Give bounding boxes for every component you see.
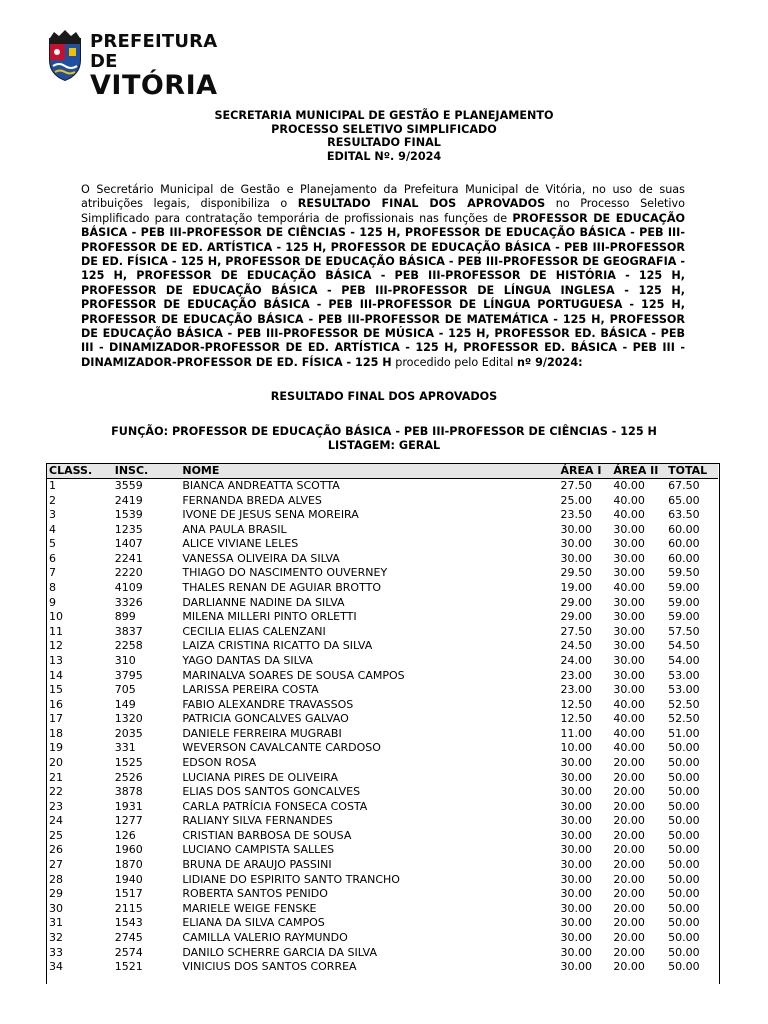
cell-nome: RALIANY SILVA FERNANDES <box>182 814 333 828</box>
cell-nome: LARISSA PEREIRA COSTA <box>182 683 319 697</box>
cell-area-1: 12.50 <box>560 712 593 726</box>
table-row <box>47 800 718 815</box>
cell-nome: ELIAS DOS SANTOS GONCALVES <box>182 785 361 799</box>
intro-text-3: procedido pelo Edital <box>391 355 517 369</box>
cell-class: 19 <box>49 741 63 755</box>
cell-insc: 4109 <box>114 581 143 595</box>
cell-insc: 1277 <box>114 814 143 828</box>
cell-class: 12 <box>49 639 63 653</box>
cell-class: 9 <box>49 595 56 609</box>
table-row <box>47 610 718 625</box>
heading-processo: PROCESSO SELETIVO SIMPLIFICADO <box>271 122 497 136</box>
cell-insc: 1320 <box>114 712 143 726</box>
table-row <box>47 814 718 829</box>
cell-area-2: 30.00 <box>613 653 645 667</box>
cell-area-2: 20.00 <box>613 755 645 769</box>
cell-total: 60.00 <box>668 522 700 536</box>
cell-insc: 1960 <box>114 843 143 857</box>
cell-area-1: 25.00 <box>560 493 593 507</box>
header-insc: INSC. <box>113 464 181 479</box>
heading-resultado: RESULTADO FINAL <box>327 136 441 149</box>
cell-nome: CECILIA ELIAS CALENZANI <box>182 624 326 638</box>
cell-area-1: 30.00 <box>560 930 593 944</box>
cell-area-2: 40.00 <box>613 493 645 507</box>
intro-bold-3: nº 9/2024: <box>516 355 583 369</box>
funcao-block <box>0 425 768 452</box>
cell-area-2: 30.00 <box>613 522 645 536</box>
cell-insc: 2241 <box>114 551 143 565</box>
cell-insc: 3795 <box>114 668 143 682</box>
cell-area-2: 20.00 <box>613 770 645 784</box>
cell-nome: DANILO SCHERRE GARCIA DA SILVA <box>182 945 378 959</box>
cell-insc: 3559 <box>114 479 143 492</box>
cell-insc: 1235 <box>114 522 143 536</box>
cell-area-1: 30.00 <box>560 799 593 813</box>
cell-insc: 2115 <box>114 901 143 915</box>
cell-insc: 2035 <box>114 726 143 740</box>
cell-area-2: 20.00 <box>613 814 645 828</box>
table-row <box>47 566 718 581</box>
cell-insc: 3837 <box>114 624 143 638</box>
cell-total: 52.50 <box>668 697 700 711</box>
cell-nome: ANA PAULA BRASIL <box>182 522 287 536</box>
intro-text-2: no Processo Seletivo Simplificado para contratação temporária de profissionais nas funções de <box>81 197 686 225</box>
cell-area-2: 40.00 <box>613 712 645 726</box>
cell-area-2: 20.00 <box>613 872 645 886</box>
cell-total: 50.00 <box>668 814 700 828</box>
cell-insc: 1940 <box>114 872 143 886</box>
cell-area-1: 30.00 <box>560 814 593 828</box>
cell-insc: 3326 <box>114 595 143 609</box>
cell-class: 24 <box>49 814 63 828</box>
cell-area-2: 20.00 <box>613 785 645 799</box>
cell-area-1: 30.00 <box>560 551 593 565</box>
cell-area-1: 30.00 <box>560 887 593 901</box>
table-row <box>47 931 718 946</box>
intro-text-1: O Secretário Municipal de Gestão e Planejamento da Prefeitura Municipal de Vitória, no uso de suas atribuições legais, disponibiliza o <box>81 183 685 211</box>
cell-area-2: 20.00 <box>613 887 645 901</box>
cell-area-1: 29.50 <box>560 566 593 580</box>
cell-total: 50.00 <box>668 960 700 974</box>
cell-class: 20 <box>49 755 63 769</box>
cell-total: 50.00 <box>668 828 700 842</box>
cell-area-1: 24.00 <box>560 653 593 667</box>
header-class: CLASS. <box>47 464 113 479</box>
cell-area-2: 30.00 <box>613 624 645 638</box>
cell-area-1: 30.00 <box>560 785 593 799</box>
cell-area-2: 20.00 <box>613 843 645 857</box>
cell-area-2: 30.00 <box>613 566 645 580</box>
cell-area-1: 30.00 <box>560 872 593 886</box>
result-title: RESULTADO FINAL DOS APROVADOS <box>270 390 498 403</box>
listagem-title: LISTAGEM: GERAL <box>327 438 441 452</box>
cell-insc: 1870 <box>114 858 143 872</box>
table-row <box>47 829 718 844</box>
cell-nome: FERNANDA BREDA ALVES <box>182 493 322 507</box>
cell-nome: ALICE VIVIANE LELES <box>182 537 299 551</box>
cell-class: 3 <box>49 508 56 522</box>
cell-total: 50.00 <box>668 755 700 769</box>
cell-area-1: 30.00 <box>560 843 593 857</box>
cell-area-2: 20.00 <box>613 960 645 974</box>
cell-insc: 705 <box>114 683 136 697</box>
table-row <box>47 552 718 567</box>
cell-area-2: 20.00 <box>613 930 645 944</box>
cell-insc: 310 <box>114 653 136 667</box>
cell-area-1: 30.00 <box>560 755 593 769</box>
cell-total: 50.00 <box>668 872 700 886</box>
cell-area-2: 30.00 <box>613 639 645 653</box>
cell-total: 50.00 <box>668 741 700 755</box>
cell-nome: LAIZA CRISTINA RICATTO DA SILVA <box>182 639 373 653</box>
cell-total: 51.00 <box>668 726 700 740</box>
cell-area-1: 23.50 <box>560 508 593 522</box>
table-row <box>47 698 718 713</box>
cell-class: 28 <box>49 872 63 886</box>
cell-insc: 2220 <box>114 566 143 580</box>
table-row <box>47 596 718 611</box>
cell-total: 50.00 <box>668 770 700 784</box>
cell-area-1: 29.00 <box>560 595 593 609</box>
cell-area-2: 20.00 <box>613 858 645 872</box>
cell-total: 50.00 <box>668 785 700 799</box>
logo-line2: VITÓRIA <box>90 70 218 101</box>
table-row <box>47 858 718 873</box>
cell-nome: FABIO ALEXANDRE TRAVASSOS <box>182 697 354 711</box>
cell-class: 6 <box>49 551 56 565</box>
cell-nome: ROBERTA SANTOS PENIDO <box>182 887 328 901</box>
table-row <box>47 916 718 931</box>
table-row <box>47 494 718 509</box>
cell-total: 53.00 <box>668 668 700 682</box>
cell-insc: 2526 <box>114 770 143 784</box>
cell-area-1: 30.00 <box>560 960 593 974</box>
cell-class: 10 <box>49 610 63 624</box>
cell-class: 25 <box>49 828 63 842</box>
table-row <box>47 537 718 552</box>
cell-insc: 149 <box>114 697 136 711</box>
cell-class: 22 <box>49 785 63 799</box>
cell-class: 8 <box>49 581 56 595</box>
logo-wordmark <box>90 32 224 100</box>
cell-total: 53.00 <box>668 683 700 697</box>
cell-insc: 126 <box>114 828 136 842</box>
cell-area-1: 24.50 <box>560 639 593 653</box>
cell-total: 52.50 <box>668 712 700 726</box>
cell-nome: MARIELE WEIGE FENSKE <box>182 901 317 915</box>
cell-class: 11 <box>49 624 63 638</box>
table-row <box>47 873 718 888</box>
cell-insc: 1407 <box>114 537 143 551</box>
table-row <box>47 523 718 538</box>
cell-nome: YAGO DANTAS DA SILVA <box>182 653 313 667</box>
cell-total: 59.00 <box>668 581 700 595</box>
cell-area-1: 30.00 <box>560 858 593 872</box>
table-row <box>47 683 718 698</box>
vitoria-coat-of-arms-icon <box>44 30 86 82</box>
cell-total: 57.50 <box>668 624 700 638</box>
cell-nome: CRISTIAN BARBOSA DE SOUSA <box>182 828 352 842</box>
cell-total: 60.00 <box>668 537 700 551</box>
cell-class: 26 <box>49 843 63 857</box>
cell-insc: 2574 <box>114 945 143 959</box>
cell-total: 54.00 <box>668 653 700 667</box>
cell-class: 29 <box>49 887 63 901</box>
cell-total: 65.00 <box>668 493 700 507</box>
cell-insc: 2419 <box>114 493 143 507</box>
cell-area-2: 30.00 <box>613 595 645 609</box>
cell-area-1: 19.00 <box>560 581 593 595</box>
table-row <box>47 669 718 684</box>
cell-area-2: 40.00 <box>613 741 645 755</box>
cell-nome: VINICIUS DOS SANTOS CORREA <box>182 960 357 974</box>
cell-class: 32 <box>49 930 63 944</box>
cell-nome: BRUNA DE ARAUJO PASSINI <box>182 858 332 872</box>
cell-insc: 1525 <box>114 755 143 769</box>
cell-class: 21 <box>49 770 63 784</box>
cell-nome: PATRICIA GONCALVES GALVAO <box>182 712 349 726</box>
table-body <box>47 479 718 975</box>
table-row <box>47 756 718 771</box>
funcao-title: FUNÇÃO: PROFESSOR DE EDUCAÇÃO BÁSICA - PEB III-PROFESSOR DE CIÊNCIAS - 125 H <box>111 425 657 438</box>
table-row <box>47 654 718 669</box>
heading-secretaria: SECRETARIA MUNICIPAL DE GESTÃO E PLANEJAMENTO <box>214 109 554 122</box>
table-row <box>47 741 718 756</box>
cell-area-1: 23.00 <box>560 683 593 697</box>
cell-nome: BIANCA ANDREATTA SCOTTA <box>182 479 340 492</box>
header-total: TOTAL <box>666 464 718 479</box>
cell-class: 1 <box>49 479 56 492</box>
cell-class: 2 <box>49 493 56 507</box>
cell-area-1: 10.00 <box>560 741 593 755</box>
cell-area-1: 12.50 <box>560 697 593 711</box>
cell-area-1: 27.50 <box>560 479 593 492</box>
cell-insc: 1539 <box>114 508 143 522</box>
cell-nome: THIAGO DO NASCIMENTO OUVERNEY <box>182 566 388 580</box>
cell-class: 17 <box>49 712 63 726</box>
cell-total: 63.50 <box>668 508 700 522</box>
cell-class: 18 <box>49 726 63 740</box>
table-row <box>47 785 718 800</box>
cell-nome: IVONE DE JESUS SENA MOREIRA <box>182 508 359 522</box>
cell-insc: 331 <box>114 741 136 755</box>
cell-total: 60.00 <box>668 551 700 565</box>
header-nome: NOME <box>180 464 558 479</box>
intro-paragraph <box>81 183 685 370</box>
cell-class: 7 <box>49 566 56 580</box>
cell-area-2: 20.00 <box>613 828 645 842</box>
cell-nome: WEVERSON CAVALCANTE CARDOSO <box>182 741 381 755</box>
cell-area-2: 40.00 <box>613 697 645 711</box>
cell-area-1: 27.50 <box>560 624 593 638</box>
prefeitura-logo <box>44 30 224 101</box>
cell-area-1: 30.00 <box>560 945 593 959</box>
cell-class: 5 <box>49 537 56 551</box>
cell-class: 34 <box>49 960 63 974</box>
cell-area-2: 30.00 <box>613 551 645 565</box>
cell-class: 14 <box>49 668 63 682</box>
table-row <box>47 887 718 902</box>
cell-area-1: 30.00 <box>560 828 593 842</box>
table-row <box>47 727 718 742</box>
cell-area-2: 40.00 <box>613 508 645 522</box>
cell-nome: LUCIANO CAMPISTA SALLES <box>182 843 335 857</box>
cell-nome: MILENA MILLERI PINTO ORLETTI <box>182 610 357 624</box>
cell-nome: MARINALVA SOARES DE SOUSA CAMPOS <box>182 668 405 682</box>
cell-total: 59.00 <box>668 610 700 624</box>
header-area-1: ÁREA I <box>559 464 612 479</box>
cell-area-1: 11.00 <box>560 726 593 740</box>
table-row <box>47 508 718 523</box>
intro-bold-1: RESULTADO FINAL DOS APROVADOS <box>297 197 546 211</box>
cell-area-1: 30.00 <box>560 522 593 536</box>
cell-total: 50.00 <box>668 945 700 959</box>
table-row <box>47 960 718 975</box>
cell-total: 67.50 <box>668 479 700 492</box>
cell-class: 16 <box>49 697 63 711</box>
cell-area-1: 30.00 <box>560 916 593 930</box>
table-row <box>47 946 718 961</box>
cell-nome: ELIANA DA SILVA CAMPOS <box>182 916 325 930</box>
cell-class: 23 <box>49 799 63 813</box>
table-row <box>47 771 718 786</box>
cell-area-2: 20.00 <box>613 945 645 959</box>
cell-nome: LUCIANA PIRES DE OLIVEIRA <box>182 770 339 784</box>
cell-class: 30 <box>49 901 63 915</box>
intro-bold-2: PROFESSOR DE EDUCAÇÃO BÁSICA - PEB III-PROFESSOR DE CIÊNCIAS - 125 H, PROFESSOR DE EDUCAÇÃO BÁSICA - PEB III-PROFESSOR DE ED. ARTÍSTICA - 125 H, PROFESSOR DE EDUCAÇÃO BÁSICA - PEB III-PROFESSOR DE ED. FÍSICA - 125 H, PROFESSOR DE EDUCAÇÃO BÁSICA - PEB III-PROFESSOR DE GEOGRAFIA - 125 H, PROFESSOR DE EDUCAÇÃO BÁSICA - PEB III-PROFESSOR DE HISTÓRIA - 125 H, PROFESSOR DE EDUCAÇÃO BÁSICA - PEB III-PROFESSOR DE LÍNGUA INGLESA - 125 H, PROFESSOR DE EDUCAÇÃO BÁSICA - PEB III-PROFESSOR DE LÍNGUA PORTUGUESA - 125 H, PROFESSOR DE EDUCAÇÃO BÁSICA - PEB III-PROFESSOR DE MATEMÁTICA - 125 H, PROFESSOR DE EDUCAÇÃO BÁSICA - PEB III-PROFESSOR DE MÚSICA - 125 H, PROFESSOR ED. BÁSICA - PEB III - DINAMIZADOR-PROFESSOR DE ED. ARTÍSTICA - 125 H, PROFESSOR ED. BÁSICA - PEB III - DINAMIZADOR-PROFESSOR DE ED. FÍSICA - 125 H <box>81 211 685 369</box>
cell-insc: 2745 <box>114 930 143 944</box>
cell-nome: VANESSA OLIVEIRA DA SILVA <box>182 551 340 565</box>
cell-total: 50.00 <box>668 916 700 930</box>
table-row <box>47 639 718 654</box>
cell-area-1: 30.00 <box>560 770 593 784</box>
logo-line1: PREFEITURA DE <box>90 31 218 72</box>
cell-nome: CARLA PATRÍCIA FONSECA COSTA <box>182 799 368 813</box>
cell-total: 50.00 <box>668 901 700 915</box>
heading-edital: EDITAL Nº. 9/2024 <box>326 149 442 163</box>
cell-nome: THALES RENAN DE AGUIAR BROTTO <box>182 581 381 595</box>
cell-class: 27 <box>49 858 63 872</box>
cell-area-2: 30.00 <box>613 668 645 682</box>
cell-area-2: 20.00 <box>613 916 645 930</box>
document-heading <box>0 109 768 163</box>
cell-insc: 1543 <box>114 916 143 930</box>
header-area-2: ÁREA II <box>611 464 666 479</box>
cell-total: 50.00 <box>668 843 700 857</box>
cell-insc: 1517 <box>114 887 143 901</box>
cell-total: 50.00 <box>668 858 700 872</box>
cell-area-2: 30.00 <box>613 610 645 624</box>
results-table <box>47 464 718 975</box>
cell-insc: 3878 <box>114 785 143 799</box>
table-row <box>47 479 718 494</box>
cell-insc: 899 <box>114 610 136 624</box>
cell-total: 50.00 <box>668 887 700 901</box>
table-row <box>47 843 718 858</box>
cell-area-1: 23.00 <box>560 668 593 682</box>
cell-area-2: 30.00 <box>613 683 645 697</box>
cell-nome: LIDIANE DO ESPIRITO SANTO TRANCHO <box>182 872 400 886</box>
cell-area-2: 20.00 <box>613 799 645 813</box>
cell-class: 15 <box>49 683 63 697</box>
table-header-row <box>47 464 718 479</box>
table-row <box>47 581 718 596</box>
cell-area-2: 40.00 <box>613 479 645 492</box>
cell-area-1: 29.00 <box>560 610 593 624</box>
table-row <box>47 902 718 917</box>
cell-insc: 1931 <box>114 799 143 813</box>
cell-area-2: 30.00 <box>613 537 645 551</box>
cell-insc: 2258 <box>114 639 143 653</box>
cell-class: 31 <box>49 916 63 930</box>
cell-nome: CAMILLA VALERIO RAYMUNDO <box>182 930 348 944</box>
cell-class: 13 <box>49 653 63 667</box>
cell-area-2: 40.00 <box>613 726 645 740</box>
table-row <box>47 712 718 727</box>
cell-class: 4 <box>49 522 56 536</box>
cell-insc: 1521 <box>114 960 143 974</box>
cell-nome: DANIELE FERREIRA MUGRABI <box>182 726 342 740</box>
cell-area-2: 40.00 <box>613 581 645 595</box>
cell-class: 33 <box>49 945 63 959</box>
cell-total: 59.00 <box>668 595 700 609</box>
cell-nome: EDSON ROSA <box>182 755 257 769</box>
cell-total: 59.50 <box>668 566 700 580</box>
table-row <box>47 625 718 640</box>
cell-area-1: 30.00 <box>560 901 593 915</box>
cell-nome: DARLIANNE NADINE DA SILVA <box>182 595 345 609</box>
cell-area-2: 20.00 <box>613 901 645 915</box>
cell-total: 50.00 <box>668 799 700 813</box>
cell-total: 50.00 <box>668 930 700 944</box>
cell-area-1: 30.00 <box>560 537 593 551</box>
cell-total: 54.50 <box>668 639 700 653</box>
